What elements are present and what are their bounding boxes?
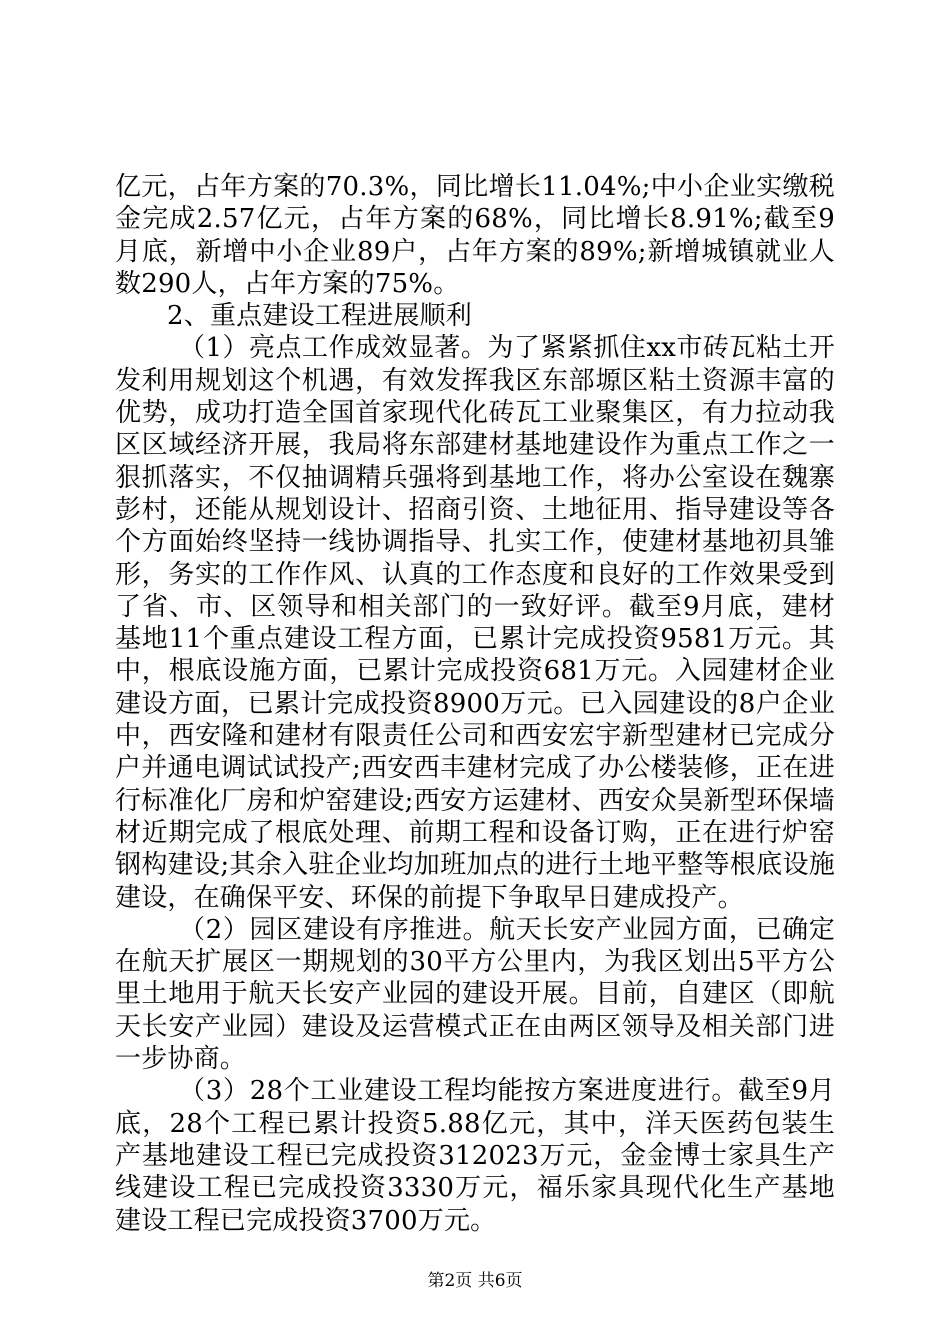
page-footer bbox=[0, 1271, 950, 1291]
paragraph-item-2-park-construction: （2）园区建设有序推进。航天长安产业园方面，已确定在航天扩展区一期规划的30平方公里内，为我区划出5平方公里土地用于航天长安产业园的建设开展。目前，自建区（即航天长安产业园）建设及运营模式正在由两区领导及相关部门进一步协商。 bbox=[115, 914, 835, 1075]
document-body bbox=[115, 171, 835, 1237]
section-heading-key-projects: 2、重点建设工程进展顺利 bbox=[167, 301, 472, 332]
paragraph-item-3-industrial-projects: （3）28个工业建设工程均能按方案进度进行。截至9月底，28个工程已累计投资5.88亿元，其中，洋天医药包装生产基地建设工程已完成投资312023万元，金金博士家具生产线建设工程已完成投资3330万元，福乐家具现代化生产基地建设工程已完成投资3700万元。 bbox=[115, 1076, 835, 1236]
paragraph-continuation: 亿元，占年方案的70.3%，同比增长11.04%;中小企业实缴税金完成2.57亿元，占年方案的68%，同比增长8.91%;截至9月底，新增中小企业89户，占年方案的89%;新增城镇就业人数290人，占年方案的75%。 bbox=[115, 172, 835, 299]
page-number-label: 第2页 共6页 bbox=[427, 1271, 523, 1291]
paragraph-item-1-highlights: （1）亮点工作成效显著。为了紧紧抓住xx市砖瓦粘土开发利用规划这个机遇，有效发挥我区东部塬区粘土资源丰富的优势，成功打造全国首家现代化砖瓦工业聚集区，有力拉动我区区域经济开展，我局将东部建材基地建设作为重点工作之一狠抓落实，不仅抽调精兵强将到基地工作，将办公室设在魏寨彭村，还能从规划设计、招商引资、土地征用、指导建设等各个方面始终坚持一线协调指导、扎实工作，使建材基地初具雏形，务实的工作作风、认真的工作态度和良好的工作效果受到了省、市、区领导和相关部门的一致好评。截至9月底，建材基地11个重点建设工程方面，已累计完成投资9581万元。其中，根底设施方面，已累计完成投资681万元。入园建材企业建设方面，已累计完成投资8900万元。已入园建设的8户企业中，西安隆和建材有限责任公司和西安宏宇新型建材已完成分户并通电调试试投产;西安西丰建材完成了办公楼装修，正在进行标准化厂房和炉窑建设;西安方运建材、西安众昊新型环保墙材近期完成了根底处理、前期工程和设备订购，正在进行炉窑钢构建设;其余入驻企业均加班加点的进行土地平整等根底设施建设，在确保平安、环保的前提下争取早日建成投产。 bbox=[115, 333, 835, 913]
